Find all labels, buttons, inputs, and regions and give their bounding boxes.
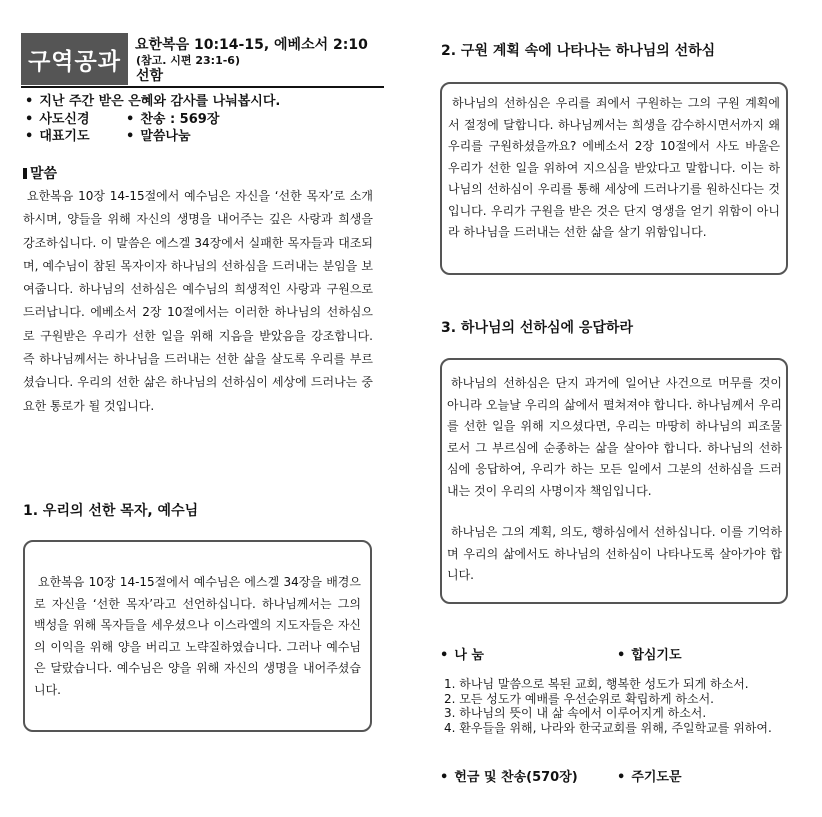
section-1-box [23,540,372,732]
order-item-thanks: • 지난 주간 받은 은혜와 감사를 나눠봅시다. [25,94,281,109]
prayer-list [444,677,772,735]
bullet-icon: • [440,770,449,785]
offering-heading: • 헌금 및 찬송(570장) [440,770,578,785]
bullet-icon: • [25,112,34,127]
order-item-word: • 말씀나눔 [126,129,191,144]
section-3-text: 하나님의 선하심은 단지 과거에 일어난 사건으로 머무를 것이 아니라 오늘날 우리의 삶에서 펼쳐져야 합니다. 하나님께서 우리를 선한 일을 위해 지으셨다면, 우리는 마땅히 하나님의 피조물로서 그 부르심에 순종하는 삶을 살아야 합니다. 하나님의 선하심에 응답하여, 우리가 하는 모든 일에서 그분의 선하심을 드러내는 것이 우리의 사명이자 책임입니다. [447,376,782,498]
bullet-icon: • [440,648,449,663]
order-item-prayer: • 대표기도 [25,129,90,144]
sharing-heading: • 나 눔 [440,648,484,663]
section-1-heading: 1. 우리의 선한 목자, 예수님 [23,503,199,519]
bullet-icon: • [617,770,626,785]
lords-prayer-heading: • 주기도문 [617,770,682,785]
scripture-reference: 요한복음 10:14-15, 에베소서 2:10 [135,37,368,53]
bullet-icon: • [126,112,135,127]
lesson-badge: 구역공과 [21,33,128,85]
prayer-item: 1. 하나님 말씀으로 복된 교회, 행복한 성도가 되게 하소서. [444,677,749,691]
message-label: 말씀 [23,163,57,183]
bullet-icon: • [617,648,626,663]
prayer-item: 4. 환우들을 위해, 나라와 한국교회를 위해, 주일학교를 위하여. [444,720,772,735]
bullet-icon: • [126,129,135,144]
prayer-item: 3. 하나님의 뜻이 내 삶 속에서 이루어지게 하소서. [444,706,707,720]
message-text: 요한복음 10장 14-15절에서 예수님은 자신을 ‘선한 목자’로 소개하시며, 양들을 위해 자신의 생명을 내어주는 깊은 사랑과 희생을 강조하십니다. 이 말씀은 에스겔 34장에서 실패한 목자들과 대조되며, 예수님이 참된 목자이자 하나님의 선하심을 드러내는 분임을 보여줍니다. 하나님의 선하심은 예수님의 희생적인 사랑과 구원으로 드러납니다. 에베소서 2장 10절에서는 이러한 하나님의 선하심으로 구원받은 우리가 선한 일을 위해 지음을 받았음을 강조합니다. 즉 하나님께서는 하나님을 드러내는 선한 삶을 살도록 우리를 부르셨습니다. 우리의 선한 삶은 하나님의 선하심이 세상에 드러나는 중요한 통로가 될 것입니다. [23,189,373,413]
bullet-icon: • [25,129,34,144]
square-marker-icon [23,168,27,179]
section-1-text: 요한복음 10장 14-15절에서 예수님은 에스겔 34장을 배경으로 자신을 ‘선한 목자’라고 선언하십니다. 하나님께서는 그의 백성을 위해 목자들을 세우셨으나 이스라엘의 지도자들은 자신의 이익을 위해 양을 버리고 노략질하였습니다. 그러나 예수님은 달랐습니다. 예수님은 양을 위해 자신의 생명을 내어주셨습니다. [34,575,361,697]
sermon-title: 선함 [136,68,164,84]
psalm-reference: (참고. 시편 23:1-6) [136,54,240,67]
bullet-icon: • [25,94,34,109]
section-3-box [440,358,788,604]
section-2-text: 하나님의 선하심은 우리를 죄에서 구원하는 그의 구원 계획에서 절정에 달합니다. 하나님께서는 희생을 감수하시면서까지 왜 우리를 구원하셨을까요? 에베소서 2장 10절에서 사도 바울은 우리가 선한 일을 위하여 지으심을 받았다고 말합니다. 이는 하나님의 선하심이 우리를 통해 세상에 드러나기를 원하신다는 것입니다. 우리가 구원을 받은 것은 단지 영생을 얻기 위함이 아니라 하나님을 드러내는 선한 삶을 살기 위함입니다. [448,96,780,239]
section-3-text-2: 하나님은 그의 계획, 의도, 행하심에서 선하십니다. 이를 기억하며 우리의 삶에서도 하나님의 선하심이 나타나도록 살아가야 합니다. [447,525,782,582]
order-item-creed: • 사도신경 [25,112,90,127]
header-divider [21,86,384,88]
prayer-item: 2. 모든 성도가 예배를 우선순위로 확립하게 하소서. [444,691,714,706]
section-2-heading: 2. 구원 계획 속에 나타나는 하나님의 선하심 [441,43,716,59]
group-prayer-heading: • 합심기도 [617,648,682,663]
order-item-hymn: • 찬송 : 569장 [126,112,220,127]
section-3-heading: 3. 하나님의 선하심에 응답하라 [441,320,633,336]
section-2-box [440,82,788,275]
